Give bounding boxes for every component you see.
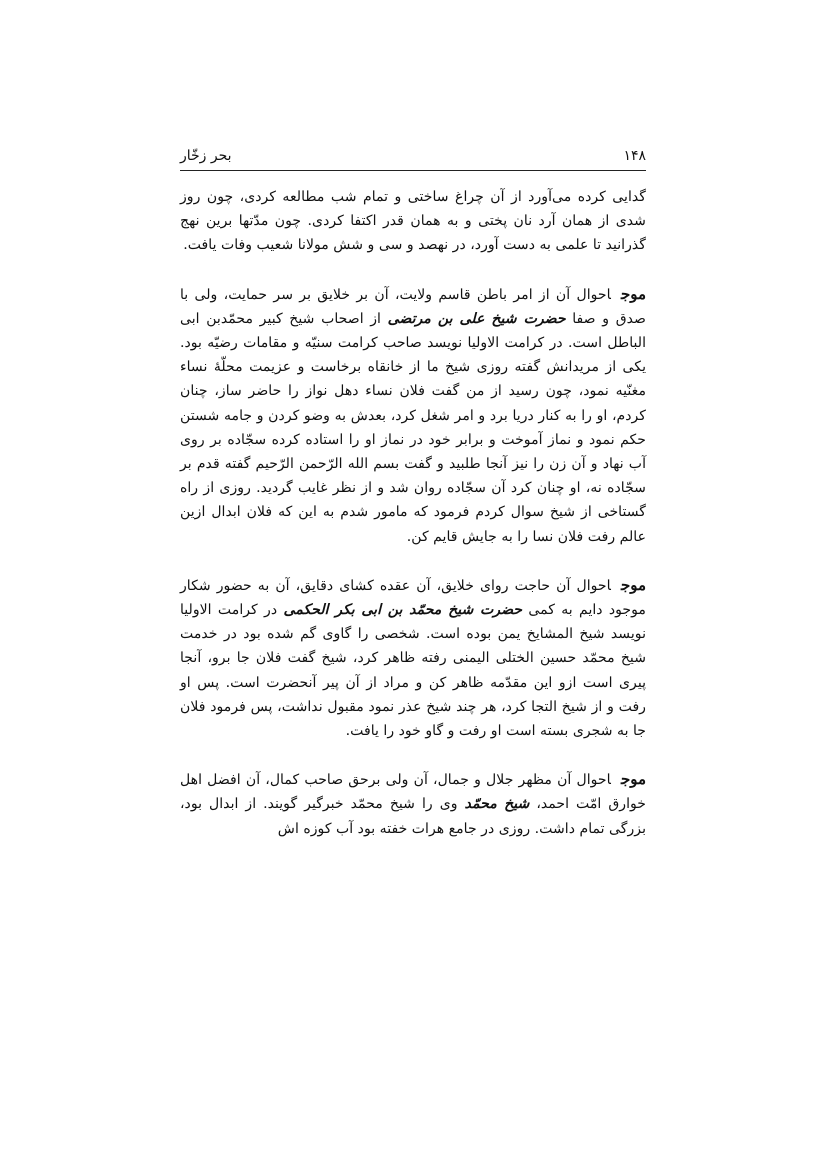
- paragraph-text: در کرامت الاولیا نویسد شیخ المشایخ یمن بوده است. شخصی را گاوی گم شده بود در خدمت شیخ محمّد حسین الختلی الیمنی رفته ظاهر کرد، شیخ گفت فلان جا برو، آنجا پیری است ازو این مقدّمه ظاهر کن و مراد از آن پیر آنحضرت است. پس او رفت و از شیخ التجا کرد، هر چند شیخ عذر نمود مقبول نداشت، پس فرمود فلان جا به شجری بسته است او رفت و گاو خود را یافت.: [180, 602, 646, 740]
- running-header: [180, 140, 646, 171]
- paragraph-moj-1: [180, 282, 646, 549]
- moj-marker: موج: [620, 575, 646, 594]
- paragraph-moj-3: [180, 767, 646, 841]
- paragraph-text: وی را شیخ محمّد خبرگیر گویند. از ابدال بود، بزرگی تمام داشت. روزی در جامع هرات خفته بود آب کوزه اش: [180, 796, 646, 837]
- moj-marker: موج: [620, 770, 646, 789]
- paragraph-text: احوال آن از امر باطن قاسم ولایت، آن بر خلایق بر سر حمایت، ولی با صدق و صفا: [180, 286, 646, 327]
- paragraph-text: احوال آن مظهر جلال و جمال، آن ولی برحق صاحب کمال، آن افضل اهل خوارق امّت احمد،: [180, 772, 646, 813]
- saint-name: حضرت شیخ علی بن مرتضی: [387, 310, 566, 327]
- saint-name: شیخ محمّد: [464, 796, 530, 813]
- paragraph-moj-2: [180, 573, 646, 743]
- paragraph-text: احوال آن حاجت روای خلایق، آن عقده کشای دقایق، آن به حضور شکار موجود دایم به کمی: [180, 577, 646, 619]
- paragraph-text: از اصحاب شیخ کبیر محمّدبن ابی الباطل است. در کرامت الاولیا نویسد صاحب کرامت سنیّه و مقامات رضیّه بود. یکی از مریدانش گفته روزی شیخ ما از خانقاه برخاست و عزیمت محلّهٔ نساء مغنّیه نمود، چون رسید از من گفت فلان نساء دهل نواز را حاضر ساز، چنان کردم، او را به کنار دریا برد و امر شغل کرد، بعدش به وضو کردن و جامه شستن حکم نمود و نماز آموخت و برابر خود در نماز او را استاده کرده سجّاده بر روی آب نهاد و آن زن را نیز آنجا طلبید و گفت بسم الله الرّحمن الرّحیم گفته قدم بر سجّاده نه، او چنان کرد آن سجّاده روان شد و از نظر غایب گردید. روزی از راه گستاخی از شیخ سوال کردم فرمود که مامور شدم به این که فلان ابدال ازین عالم رفت فلان نسا را به جایش قایم کن.: [180, 310, 646, 545]
- paragraph-text: گدایی کرده می‌آورد از آن چراغ ساختی و تمام شب مطالعه کردی، چون روز شدی از همان آرد نان پختی و به همان قدر اکتفا کردی. چون مدّتها برین نهج گذرانید تا علمی به دست آورد، در نهصد و سی و شش مولانا شعیب وفات یافت.: [180, 189, 646, 254]
- page-body: [180, 185, 646, 841]
- moj-marker: موج: [620, 284, 646, 303]
- page-number: ۱۴۸: [623, 148, 646, 164]
- saint-name: حضرت شیخ محمّد بن ابی بکر الحکمی: [283, 602, 522, 619]
- paragraph-intro: [180, 185, 646, 258]
- book-title: بحر زخّار: [180, 148, 232, 164]
- book-page: [180, 140, 646, 841]
